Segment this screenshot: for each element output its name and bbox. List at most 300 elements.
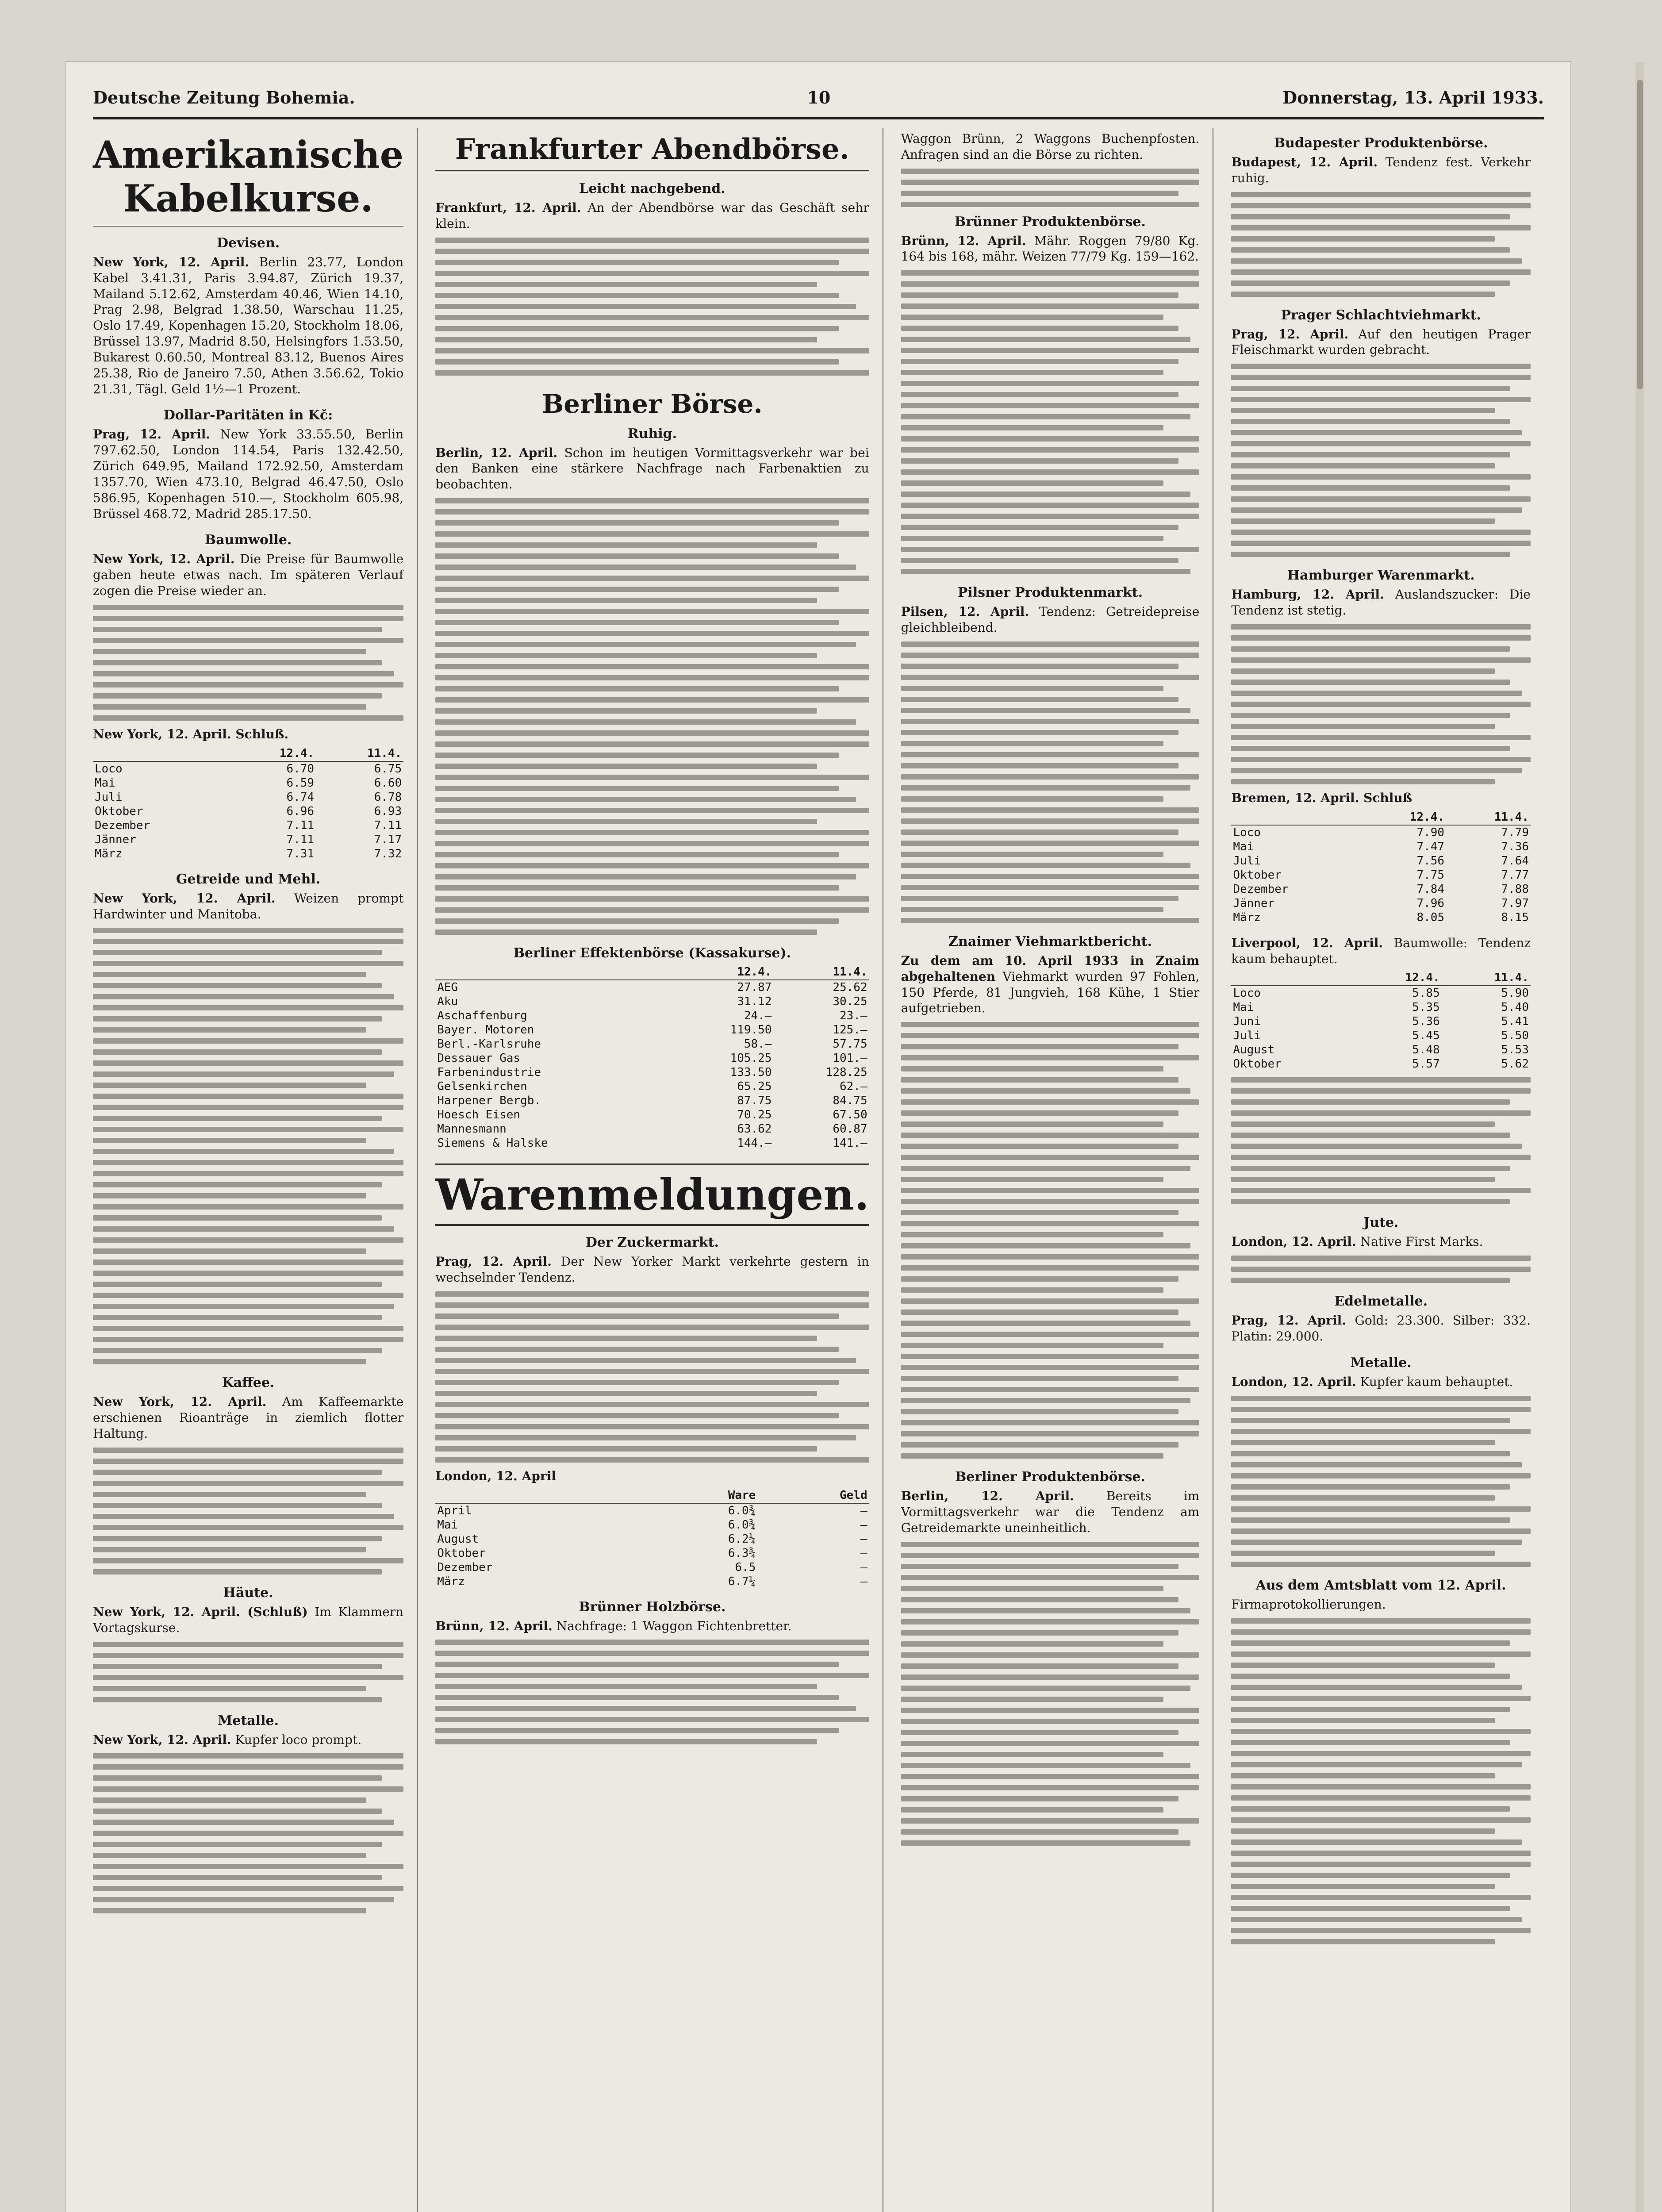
text-lines <box>1231 1077 1531 1204</box>
table-cell: 119.50 <box>730 1023 772 1037</box>
text-lines <box>1231 1618 1531 1944</box>
table-header-row <box>435 964 869 980</box>
section-znaim <box>901 934 1200 1459</box>
table-cell: 70.25 <box>737 1108 772 1122</box>
table-row <box>93 818 403 833</box>
table-row <box>93 790 403 804</box>
table-row <box>435 1575 869 1589</box>
dateline: Liverpool, 12. April. <box>1231 935 1383 950</box>
column-header <box>1231 970 1352 986</box>
table-caption: London, 12. April <box>435 1468 556 1483</box>
dateline: Berlin, 12. April. <box>435 445 558 460</box>
table-cell: Siemens & Halske <box>437 1137 548 1150</box>
dateline: Prag, 12. April. <box>1231 1313 1346 1328</box>
section-edelmetalle <box>1231 1294 1531 1344</box>
table-cell: 7.56 <box>1416 854 1445 868</box>
table-cell: 7.11 <box>286 833 315 846</box>
table-cell: Jänner <box>95 833 136 846</box>
table-cell: 23.— <box>840 1009 867 1023</box>
table-row <box>93 776 403 790</box>
table-row <box>93 847 403 861</box>
table-cell: Juli <box>95 790 123 804</box>
paragraph-text: Viehmarkt wurden 97 Fohlen, 150 Pferde, 81 Jungvieh, 168 Kühe, 1 Stier aufgetrieben. <box>901 969 1200 1016</box>
paragraph-text: Mähr. Roggen 79/80 Kg. 164 bis 168, mähr. Weizen 77/79 Kg. 159—162. <box>901 233 1200 264</box>
table-cell: 7.47 <box>1416 840 1445 853</box>
column-header: 11.4. <box>1442 970 1531 986</box>
table-cell: 7.90 <box>1416 826 1445 839</box>
paragraph <box>93 1394 403 1441</box>
dateline: New York, 12. April. <box>93 552 235 567</box>
section-berliner-produkte <box>901 1469 1200 1845</box>
paragraph <box>435 445 869 492</box>
table-cell: Farbenindustrie <box>437 1066 541 1079</box>
text-lines <box>93 1448 403 1575</box>
dateline: Prag, 12. April. <box>93 427 211 442</box>
paragraph-text: Am Kaffeemarkte erschienen Rioanträge in ziemlich flotter Haltung. <box>93 1394 404 1441</box>
paragraph-text: Der New Yorker Markt verkehrte gestern in wechselnder Tendenz. <box>435 1254 869 1285</box>
table-row <box>1231 1043 1531 1057</box>
table-cell: 7.77 <box>1501 868 1529 882</box>
column-header: 11.4. <box>773 964 869 980</box>
paragraph-text: Auslandszucker: Die Tendenz ist stetig. <box>1231 587 1531 618</box>
text-lines <box>93 605 403 721</box>
table-cell: Jänner <box>1233 896 1275 910</box>
paragraph <box>1231 1374 1531 1390</box>
liverpool-table <box>1231 970 1531 1071</box>
dateline: Brünn, 12. April. <box>435 1618 553 1633</box>
paragraph-text: New York 33.55.50, Berlin 797.62.50, London 114.54, Paris 132.42.50, Zürich 649.95, Mailand 172.92.50, Amsterdam 1357.70, Wien 473.10, Belgrad 46.47.50, Oslo 586.95, Kopenhagen 510.—, Stockholm 605.98, Brüssel 468.72, Madrid 285.17.50. <box>93 427 404 521</box>
table-cell: 25.62 <box>833 981 867 995</box>
table-cell: 7.64 <box>1501 854 1529 868</box>
column-header <box>1231 810 1362 825</box>
text-lines <box>1231 624 1531 784</box>
dateline: Hamburg, 12. April. <box>1231 587 1384 602</box>
section-head: Budapester Produktenbörse. <box>1274 135 1488 151</box>
paragraph <box>901 1488 1200 1536</box>
paragraph <box>1231 587 1531 618</box>
section-amtsblatt <box>1231 1578 1531 1944</box>
table-cell: Mai <box>1233 1001 1254 1014</box>
table-cell: Dessauer Gas <box>437 1052 521 1065</box>
paragraph-text: Firmaprotokollierungen. <box>1231 1597 1386 1612</box>
section-head: Dollar-Paritäten in Kč: <box>163 407 333 423</box>
column-header: 12.4. <box>678 964 773 980</box>
paragraph-text: Nachfrage: 1 Waggon Fichtenbretter. <box>556 1618 792 1633</box>
table-row <box>93 804 403 818</box>
columns <box>93 128 1544 2212</box>
column-2 <box>435 128 883 2212</box>
table-row <box>435 980 869 995</box>
section-budapest <box>1231 135 1531 297</box>
dateline: Frankfurt, 12. April. <box>435 200 581 215</box>
section-head: Baumwolle. <box>204 532 292 548</box>
table-cell: 30.25 <box>833 995 867 1009</box>
dateline: London, 12. April. <box>1231 1234 1356 1249</box>
table-cell: März <box>1233 910 1261 924</box>
table-cell: Juni <box>1233 1015 1261 1029</box>
section-metalle <box>93 1713 403 1914</box>
table-cell: 5.45 <box>1412 1029 1440 1043</box>
dateline: Pilsen, 12. April. <box>901 604 1029 619</box>
text-lines <box>1231 192 1531 297</box>
table-cell: 6.59 <box>286 776 315 790</box>
paragraph-text: Tendenz: Getreidepreise gleichbleibend. <box>901 604 1200 635</box>
table-cell: 5.50 <box>1501 1029 1529 1043</box>
table-cell: 6.7¼ <box>728 1575 756 1588</box>
page-number: 10 <box>807 87 831 108</box>
text-lines <box>93 1642 403 1702</box>
table-cell: Dezember <box>1233 882 1289 896</box>
paragraph-text: Die Preise für Baumwolle gaben heute etwas nach. Im späteren Verlauf zogen die Preise wieder an. <box>93 552 404 599</box>
section-head: Devisen. <box>217 235 280 251</box>
table-cell: März <box>95 847 123 860</box>
table-cell: Oktober <box>95 804 143 818</box>
table-cell: Gelsenkirchen <box>437 1080 527 1094</box>
table-cell: 5.40 <box>1501 1001 1529 1014</box>
table-cell: 31.12 <box>737 995 772 1009</box>
table-cell: 6.3¾ <box>728 1546 756 1560</box>
column-3 <box>901 128 1214 2212</box>
paragraph-text: Auf den heutigen Prager Fleischmarkt wurden gebracht. <box>1231 326 1531 357</box>
paragraph-text: Weizen prompt Hardwinter und Manitoba. <box>93 891 404 922</box>
table-cell: März <box>437 1575 465 1588</box>
table-cell: 7.31 <box>286 847 315 860</box>
paragraph <box>93 254 403 397</box>
column-header <box>435 1488 646 1503</box>
table-row <box>435 1560 869 1575</box>
column-4 <box>1231 128 1544 2212</box>
table-cell: 24.— <box>744 1009 772 1023</box>
table-cell: Oktober <box>1233 1057 1282 1071</box>
section-head: Brünner Holzbörse. <box>579 1599 726 1615</box>
table-cell: 105.25 <box>730 1052 772 1065</box>
table-cell: 7.96 <box>1416 896 1445 910</box>
table-row <box>435 1051 869 1065</box>
table-row <box>1231 840 1531 854</box>
table-row <box>435 1108 869 1122</box>
table-cell: Mai <box>95 776 115 790</box>
table-cell: April <box>437 1504 472 1517</box>
table-cell: 6.93 <box>374 804 402 818</box>
table-cell: 7.84 <box>1416 882 1445 896</box>
table-row <box>1231 1057 1531 1071</box>
section-pilsner <box>901 585 1200 923</box>
table-cell: — <box>860 1532 867 1546</box>
table-cell: 6.74 <box>286 790 315 804</box>
section-head: Aus dem Amtsblatt vom 12. April. <box>1255 1577 1506 1593</box>
text-lines <box>901 1542 1200 1846</box>
column-header: Ware <box>646 1488 757 1503</box>
paragraph <box>435 1618 869 1634</box>
warenmeldungen-title: Warenmeldungen. <box>435 1164 869 1226</box>
section-head: Leicht nachgebend. <box>579 181 725 196</box>
paragraph-text: Berlin 23.77, London Kabel 3.41.31, Paris 3.94.87, Zürich 19.37, Mailand 5.12.62, Amsterdam 40.46, Wien 14.10, Prag 2.98, Belgrad 1.38.50, Warschau 11.25, Oslo 17.49, Kopenhagen 15.20, Stockholm 18.06, Brüssel 13.97, Madrid 8.50, Helsingfors 1.53.50, Bukarest 0.60.50, Montreal 83.12, Buenos Aires 25.38, Rio de Janeiro 7.50, Athen 3.56.62, Tokio 21.31, Tägl. Geld 1½—1 Prozent. <box>93 255 404 396</box>
text-lines <box>93 928 403 1364</box>
section-head: Häute. <box>223 1585 273 1601</box>
dateline: New York, 12. April. <box>93 1394 267 1409</box>
table-row <box>435 1079 869 1094</box>
paragraph-text: Baumwolle: Tendenz kaum behauptet. <box>1231 935 1531 966</box>
table-cell: 57.75 <box>833 1037 867 1051</box>
table-row <box>435 1009 869 1023</box>
table-cell: 5.57 <box>1412 1057 1440 1071</box>
paragraph <box>93 891 403 922</box>
dateline: New York, 12. April. <box>93 255 249 269</box>
table-cell: 87.75 <box>737 1094 772 1108</box>
table-cell: Hoesch Eisen <box>437 1108 521 1122</box>
dateline: Budapest, 12. April. <box>1231 155 1378 169</box>
table-row <box>1231 1000 1531 1014</box>
table-cell: 6.5 <box>735 1560 756 1574</box>
table-row <box>435 1065 869 1079</box>
section-head: Prager Schlachtviehmarkt. <box>1281 307 1481 323</box>
bremen-table <box>1231 810 1531 925</box>
table-cell: Oktober <box>1233 868 1282 882</box>
dateline: Berlin, 12. April. <box>901 1489 1074 1504</box>
paragraph <box>1231 935 1531 967</box>
column-header: 12.4. <box>228 746 316 761</box>
column-header <box>93 746 228 761</box>
table-cell: 6.75 <box>374 762 402 776</box>
paragraph <box>901 233 1200 265</box>
paragraph-text: Schon im heutigen Vormittagsverkehr war bei den Banken eine stärkere Nachfrage nach Farbenaktien zu beobachten. <box>435 445 869 492</box>
table-row <box>435 995 869 1009</box>
column-header: 11.4. <box>1446 810 1531 825</box>
paragraph <box>1231 1313 1531 1344</box>
text-lines <box>1231 1256 1531 1283</box>
table-cell: 6.70 <box>286 762 315 776</box>
table-cell: 63.62 <box>737 1122 772 1136</box>
text-lines <box>93 1753 403 1913</box>
table-cell: Loco <box>1233 826 1261 839</box>
table-row <box>435 1122 869 1136</box>
table-row <box>435 1503 869 1518</box>
section-liverpool <box>1231 935 1531 1205</box>
table-cell: 84.75 <box>833 1094 867 1108</box>
table-cell: 7.11 <box>374 818 402 832</box>
page-header <box>93 80 1544 115</box>
section-bruenner-produkte <box>901 214 1200 575</box>
section-head: Hamburger Warenmarkt. <box>1287 568 1475 584</box>
table-header-row <box>435 1488 869 1503</box>
section-head: Ruhig. <box>627 426 677 442</box>
paragraph-text: Gold: 23.300. Silber: 332. Platin: 29.000. <box>1231 1313 1531 1344</box>
section-head: Getreide und Mehl. <box>176 871 321 887</box>
table-cell: 5.35 <box>1412 1001 1440 1014</box>
dateline: New York, 12. April. <box>93 891 276 906</box>
table-cell: 58.— <box>744 1037 772 1051</box>
table-cell: Loco <box>1233 987 1261 1000</box>
section-head: Metalle. <box>1350 1355 1412 1371</box>
table-cell: 5.41 <box>1501 1015 1529 1029</box>
section-head: Berliner Produktenbörse. <box>955 1469 1146 1485</box>
table-row <box>435 1023 869 1037</box>
table-cell: 101.— <box>833 1052 867 1065</box>
table-cell: 60.87 <box>833 1122 867 1136</box>
table-cell: Aku <box>437 995 458 1009</box>
baumwolle-table <box>93 746 403 861</box>
section-prager-schlachtvieh <box>1231 307 1531 557</box>
column-header: 12.4. <box>1362 810 1446 825</box>
paragraph-text: Kupfer kaum behauptet. <box>1360 1374 1513 1389</box>
section-dollar-paritaeten <box>93 407 403 522</box>
table-cell: 141.— <box>833 1137 867 1150</box>
table-cell: 7.88 <box>1501 882 1529 896</box>
table-row <box>93 761 403 776</box>
section-head: Metalle. <box>218 1713 279 1728</box>
text-lines <box>901 1022 1200 1459</box>
table-cell: — <box>860 1518 867 1532</box>
table-cell: Oktober <box>437 1546 486 1560</box>
column-2-title: Frankfurter Abendbörse. <box>435 133 869 172</box>
section-effektenboerse <box>435 945 869 1150</box>
table-row <box>1231 910 1531 925</box>
section-head: Edelmetalle. <box>1334 1294 1428 1310</box>
table-cell: 7.97 <box>1501 896 1529 910</box>
text-lines <box>901 641 1200 923</box>
paragraph <box>93 1604 403 1636</box>
section-frankfurt <box>435 181 869 376</box>
table-cell: Mai <box>1233 840 1254 853</box>
berliner-boerse-title: Berliner Börse. <box>542 388 763 419</box>
table-cell: 27.87 <box>737 981 772 995</box>
paragraph-text: An der Abendbörse war das Geschäft sehr klein. <box>435 200 869 231</box>
paragraph-text: Tendenz fest. Verkehr ruhig. <box>1231 155 1531 185</box>
table-cell: 8.15 <box>1501 910 1529 924</box>
table-cell: 6.96 <box>286 804 315 818</box>
table-cell: 6.60 <box>374 776 402 790</box>
table-row <box>435 1136 869 1150</box>
table-row <box>93 833 403 847</box>
table-cell: — <box>860 1560 867 1574</box>
table-header-row <box>1231 810 1531 825</box>
section-head: Kaffee. <box>222 1375 275 1391</box>
table-cell: 5.36 <box>1412 1015 1440 1029</box>
table-row <box>1231 882 1531 896</box>
table-cell: Loco <box>95 762 123 776</box>
paragraph <box>1231 326 1531 358</box>
table-cell: 7.79 <box>1501 826 1529 839</box>
table-cell: 7.32 <box>374 847 402 860</box>
column-header: 11.4. <box>316 746 403 761</box>
table-cell: Dezember <box>95 818 150 832</box>
section-berlin <box>435 426 869 935</box>
table-cell: 5.53 <box>1501 1043 1529 1057</box>
table-row <box>435 1546 869 1560</box>
table-cell: 6.2¼ <box>728 1532 756 1546</box>
paragraph <box>901 953 1200 1016</box>
table-cell: August <box>437 1532 479 1546</box>
table-cell: 5.85 <box>1412 987 1440 1000</box>
text-lines <box>1231 364 1531 557</box>
table-caption: Bremen, 12. April. Schluß <box>1231 790 1413 805</box>
table-cell: 5.90 <box>1501 987 1529 1000</box>
table-cell: — <box>860 1546 867 1560</box>
table-cell: 7.17 <box>374 833 402 846</box>
section-baumwolle <box>93 532 403 860</box>
table-row <box>1231 825 1531 840</box>
table-cell: 7.11 <box>286 818 315 832</box>
table-cell: 128.25 <box>825 1066 867 1079</box>
table-cell: Mai <box>437 1518 458 1532</box>
paragraph <box>435 1254 869 1286</box>
header-title: Deutsche Zeitung Bohemia. <box>93 87 355 108</box>
section-metalle-london <box>1231 1355 1531 1567</box>
dateline: New York, 12. April. (Schluß) <box>93 1604 308 1619</box>
text-lines <box>901 169 1200 207</box>
table-row <box>435 1094 869 1108</box>
paragraph-text: Native First Marks. <box>1360 1234 1483 1249</box>
dateline: Prag, 12. April. <box>435 1254 552 1269</box>
vertical-scrollbar[interactable] <box>1635 62 1644 2212</box>
table-row <box>1231 1029 1531 1043</box>
table-header-row <box>1231 970 1531 986</box>
table-row <box>435 1532 869 1546</box>
table-cell: 6.0¾ <box>728 1518 756 1532</box>
zucker-table <box>435 1488 869 1589</box>
table-cell: — <box>860 1504 867 1517</box>
column-1-title: Amerikanische Kabelkurse. <box>93 133 403 227</box>
section-zuckermarkt <box>435 1235 869 1588</box>
table-cell: AEG <box>437 981 458 995</box>
table-cell: Aschaffenburg <box>437 1009 527 1023</box>
table-header-row <box>93 746 403 761</box>
section-head: Pilsner Produktenmarkt. <box>957 585 1143 601</box>
paragraph: Waggon Brünn, 2 Waggons Buchenpfosten. Anfragen sind an die Börse zu richten. <box>901 131 1200 162</box>
section-devisen <box>93 235 403 397</box>
table-cell: Dezember <box>437 1560 493 1574</box>
section-head: Jute. <box>1363 1215 1399 1231</box>
section-head: Der Zuckermarkt. <box>585 1235 719 1251</box>
section-haeute <box>93 1585 403 1702</box>
paragraph <box>93 1732 403 1748</box>
header-date: Donnerstag, 13. April 1933. <box>1282 87 1544 108</box>
paragraph-text: Bereits im Vormittagsverkehr war die Tendenz am Getreidemarkte uneinheitlich. <box>901 1489 1200 1535</box>
table-cell: 5.48 <box>1412 1043 1440 1057</box>
paragraph <box>93 551 403 599</box>
section-holzboerse <box>435 1599 869 1745</box>
column-header: 12.4. <box>1353 970 1442 986</box>
section-kaffee <box>93 1375 403 1574</box>
table-row <box>1231 896 1531 910</box>
column-header <box>435 964 678 980</box>
table-cell: 7.75 <box>1416 868 1445 882</box>
section-hamburg <box>1231 568 1531 924</box>
text-lines <box>435 1291 869 1463</box>
section-head: Berliner Effektenbörse (Kassakurse). <box>513 945 791 961</box>
table-cell: August <box>1233 1043 1275 1057</box>
table-row <box>1231 854 1531 868</box>
text-lines <box>435 498 869 935</box>
paragraph <box>93 426 403 522</box>
dateline: Prag, 12. April. <box>1231 326 1349 342</box>
table-row <box>1231 986 1531 1000</box>
text-lines <box>901 270 1200 574</box>
table-cell: Bayer. Motoren <box>437 1023 534 1037</box>
header-rule <box>93 117 1544 119</box>
table-cell: 144.— <box>737 1137 772 1150</box>
column-header: Geld <box>757 1488 869 1503</box>
text-lines <box>435 238 869 376</box>
paragraph <box>901 604 1200 636</box>
scrollbar-thumb[interactable] <box>1637 80 1643 389</box>
dateline: Brünn, 12. April. <box>901 233 1026 248</box>
table-cell: 5.62 <box>1501 1057 1529 1071</box>
table-cell: 62.— <box>840 1080 867 1094</box>
table-cell: 6.0¾ <box>728 1504 756 1517</box>
table-cell: Berl.-Karlsruhe <box>437 1037 541 1051</box>
table-row <box>1231 868 1531 882</box>
